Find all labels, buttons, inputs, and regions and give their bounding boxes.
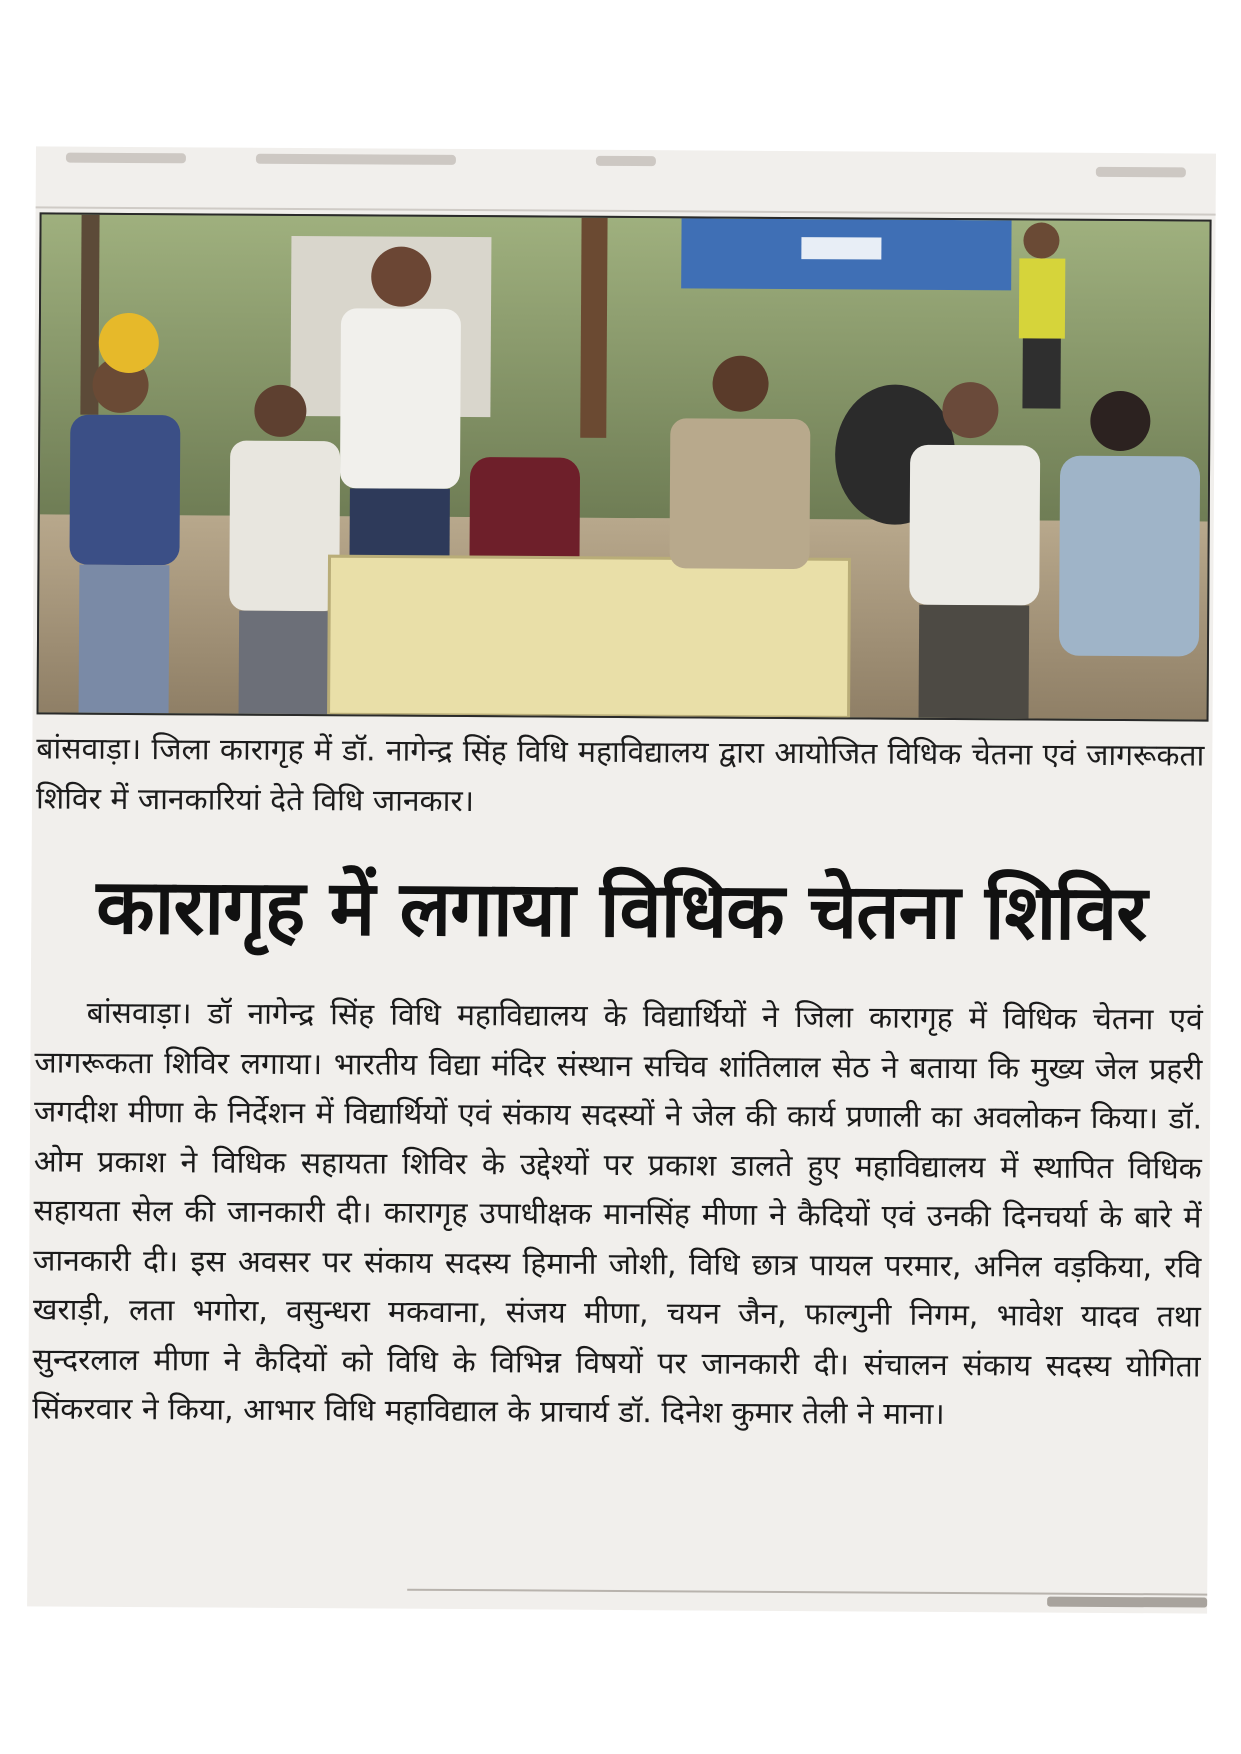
person-head bbox=[942, 382, 998, 438]
person-head bbox=[1090, 391, 1150, 451]
officer-uniform bbox=[669, 418, 810, 569]
speaker-shirt bbox=[340, 308, 461, 489]
person-trousers bbox=[239, 611, 330, 715]
news-photo bbox=[37, 212, 1212, 721]
guard-vest bbox=[1019, 258, 1065, 338]
turban bbox=[99, 313, 159, 373]
tree-trunk bbox=[580, 218, 607, 438]
newspaper-clipping bbox=[27, 146, 1216, 1613]
torn-bottom-edge bbox=[407, 1589, 1207, 1608]
article-body: बांसवाड़ा। डॉ नागेन्द्र सिंह विधि महाविद्यालय के विद्यार्थियों ने जिला कारागृह में विधिक चेतना एवं जागरूकता शिविर लगाया। भारतीय विद्या मंदिर संस्थान सचिव शांतिलाल सेठ ने बताया कि मुख्य जेल प्रहरी जगदीश मीणा के निर्देशन में विद्यार्थियों एवं संकाय सदस्यों ने जेल की कार्य प्रणाली का अवलोकन किया। डॉ. ओम प्रकाश ने विधिक सहायता शिविर के उद्देश्यों पर प्रकाश डालते हुए महाविद्यालय में स्थापित विधिक सहायता सेल की जानकारी दी। कारागृह उपाधीक्षक मानसिंह मीणा ने कैदियों एवं उनकी दिनचर्या के बारे में जानकारी दी। इस अवसर पर संकाय सदस्य हिमानी जोशी, विधि छात्र पायल परमार, अनिल वड़किया, रवि खराड़ी, लता भगोरा, वसुन्धरा मकवाना, संजय मीणा, चयन जैन, फाल्गुनी निगम, भावेश यादव तथा सुन्दरलाल मीणा ने कैदियों को विधि के विभिन्न विषयों पर जानकारी दी। संचालन संकाय सदस्य योगिता सिंकरवार ने किया, आभार विधि महाविद्याल के प्राचार्य डॉ. दिनेश कुमार तेली ने माना। bbox=[32, 995, 1203, 1432]
person-shirt bbox=[229, 441, 340, 612]
print-smudge bbox=[1047, 1597, 1207, 1608]
speaker-head bbox=[371, 246, 431, 306]
person-shirt bbox=[909, 445, 1040, 606]
headline: कारागृह में लगाया विधिक चेतना शिविर bbox=[96, 861, 1147, 958]
camp-photo-illustration bbox=[39, 214, 1210, 719]
person-dress bbox=[1059, 456, 1200, 657]
print-smudge bbox=[596, 156, 656, 166]
print-smudge bbox=[1096, 167, 1186, 178]
table bbox=[329, 556, 850, 717]
guard-head bbox=[1023, 222, 1059, 258]
person-shirt bbox=[69, 415, 180, 566]
person-trousers bbox=[79, 565, 170, 714]
torn-top-edge bbox=[36, 146, 1216, 215]
guard-trousers bbox=[1022, 338, 1060, 408]
person-head bbox=[254, 385, 306, 437]
banner-text-patch bbox=[801, 237, 881, 259]
print-smudge bbox=[66, 153, 186, 164]
person-trousers bbox=[919, 605, 1030, 719]
print-smudge bbox=[256, 154, 456, 165]
photo-caption: बांसवाड़ा। जिला कारागृह में डॉ. नागेन्द्र सिंह विधि महाविद्यालय द्वारा आयोजित विधिक चेतना एवं जागरूकता शिविर में जानकारियां देते विधि जानकार। bbox=[35, 731, 1205, 820]
officer-head bbox=[712, 356, 768, 412]
